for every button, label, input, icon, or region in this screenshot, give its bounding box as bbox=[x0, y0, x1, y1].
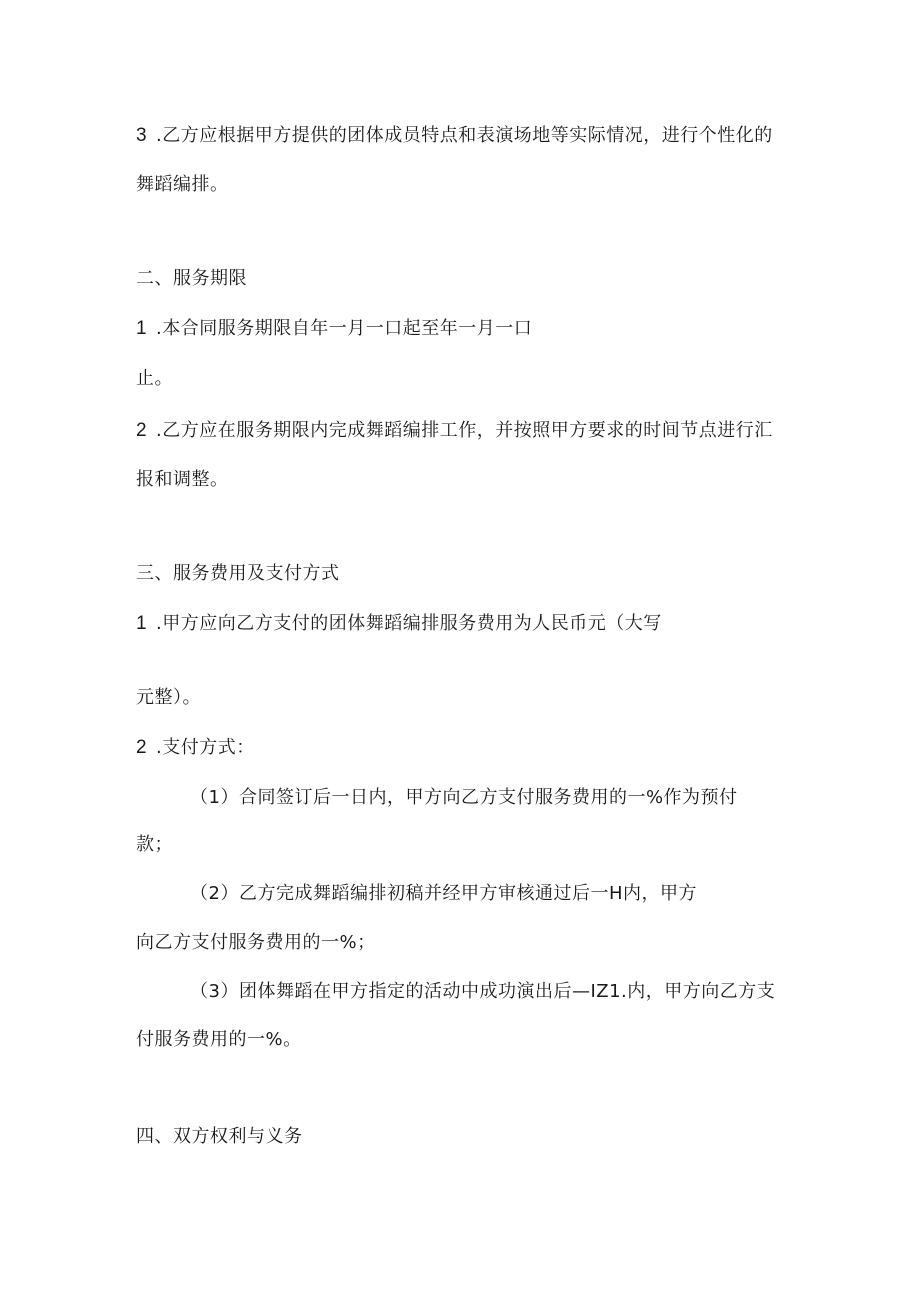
item-text: .乙方应根据甲方提供的团体成员特点和表演场地等实际情况，进行个性化的 bbox=[156, 125, 773, 146]
section3-item2-line1 bbox=[136, 736, 255, 760]
item-number: 2 bbox=[136, 420, 148, 441]
item-text: .本合同服务期限自年一月一口起至年一月一口 bbox=[156, 318, 533, 339]
section3-item1-line2: 元整）。 bbox=[136, 687, 201, 708]
section1-item3-line1 bbox=[136, 124, 773, 148]
item-number: 1 bbox=[136, 613, 148, 634]
item-text: .支付方式： bbox=[156, 737, 255, 758]
section3-heading: 三、服务费用及支付方式 bbox=[136, 563, 340, 584]
payment-sub3-line2: 付服务费用的一%。 bbox=[136, 1029, 302, 1050]
payment-sub2-line1: （2）乙方完成舞蹈编排初稿并经甲方审核通过后一H内，甲方 bbox=[190, 883, 697, 904]
section2-item1-line1 bbox=[136, 317, 532, 341]
payment-sub2-line2: 向乙方支付服务费用的一%； bbox=[136, 932, 376, 953]
section4-heading: 四、双方权利与义务 bbox=[136, 1126, 303, 1147]
payment-sub1-line1: （1）合同签订后一日内，甲方向乙方支付服务费用的一%作为预付 bbox=[190, 787, 738, 808]
section2-item2-line2: 报和调整。 bbox=[136, 469, 229, 490]
section1-item3-line2: 舞蹈编排。 bbox=[136, 174, 229, 195]
section2-heading: 二、服务期限 bbox=[136, 268, 247, 289]
item-number: 3 bbox=[136, 125, 148, 146]
payment-sub1-line2: 款； bbox=[136, 834, 173, 855]
section2-item1-line2: 止。 bbox=[136, 368, 173, 389]
item-text: .乙方应在服务期限内完成舞蹈编排工作，并按照甲方要求的时间节点进行汇 bbox=[156, 420, 773, 441]
section3-item1-line1 bbox=[136, 612, 662, 636]
section2-item2-line1 bbox=[136, 419, 773, 443]
item-text: .甲方应向乙方支付的团体舞蹈编排服务费用为人民币元（大写 bbox=[156, 613, 662, 634]
item-number: 2 bbox=[136, 737, 148, 758]
payment-sub3-line1: （3）团体舞蹈在甲方指定的活动中成功演出后—IZ1.内，甲方向乙方支 bbox=[190, 981, 776, 1002]
item-number: 1 bbox=[136, 318, 148, 339]
